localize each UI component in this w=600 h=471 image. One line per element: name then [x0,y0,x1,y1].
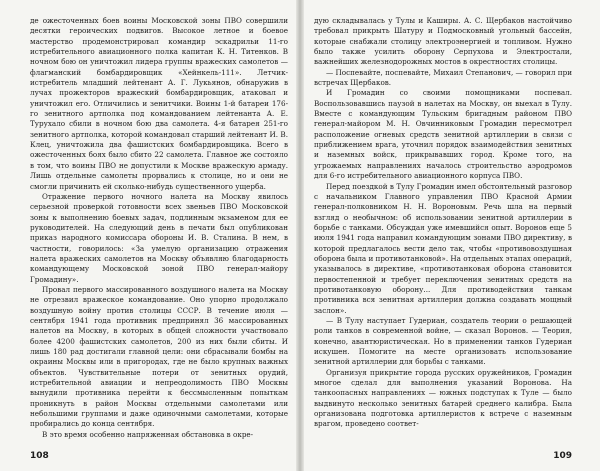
right-page-text [314,16,572,430]
paragraph: — В Тулу наступает Гудериан, создатель теории о решающей роли танков в современной войне, — сказал Воронов. — Теория, конечно, авантюристическая. Но в применении танков Гудериан искушен. Помогите на месте организовать использование зенитной артиллерии для борьбы с танками. [314,315,572,367]
paragraph: — Поспевайте, поспевайте, Михаил Степанович, — говорил при встречах Щербаков. [314,67,572,88]
page-number: 108 [30,451,49,461]
paragraph: Провал первого массированного воздушного налета на Москву не отрезвил вражеское командование. Оно упорно продолжало воздушную войну против столицы СССР. В течение июля — сентября 1941 года противник предпринял 36 массированных налетов на Москву, в которых в общей сложности участвовало более 4200 фашистских самолетов, 200 из них были сбиты. И лишь 180 рад достигали главной цели: они сбрасывали бомбы на окраины Москвы или в пригородах, где не было крупных важных объектов. Чувствительные потери от зенитных орудий, истребительной авиации и непреодолимость ПВО Москвы вынудили противника перейти к бессмысленным попыткам проникнуть в район Москвы отдельными самолетами или небольшими группами и даже одиночными самолетами, которые пробирались до конца сентября. [30,284,288,429]
paragraph: дую складывалась у Тулы и Каширы. А. С. Щербаков настойчиво требовал прикрыть Шатуру и Подмосковный угольный бассейн, которые снабжали столицу электроэнергией и топливом. Нужно было также усилить оборону Серпухова и Электростали, важнейших железнодорожных мостов в окрестностях столицы. [314,16,572,67]
paragraph: Организуя прикрытие города русских оружейников, Громадин многое сделал для выполнения указаний Воронова. На танкоопасных направлениях — южных подступах к Туле — было выдвинуто несколько зенитных батарей среднего калибра. Была организована подготовка артиллеристов к встрече с наземным врагом, проведено соответ- [314,367,572,429]
page-number: 109 [553,451,572,461]
paragraph: И Громадин со своими помощниками поспевал. Воспользовавшись паузой в налетах на Москву, он выехал в Тулу. Вместе с командующим Тульским бригадным районом ПВО генерал-майором М. Н. Овчинниковым Громадин пересмотрел расположение огневых средств зенитной артиллерии в связи с приближением врага, уточнил порядок взаимодействия зенитных и наземных войск, прикрывавших город. Кроме того, на угрожаемых направлениях началось строительство аэродромов для 6-го истребительного авиационного корпуса ПВО. [314,88,572,181]
left-page-text [30,16,288,440]
right-page [304,0,600,471]
left-page [0,0,296,471]
paragraph: де ожесточенных боев воины Московской зоны ПВО совершили десятки героических подвигов. Высокое летное и боевое мастерство продемонстрировал командир эскадрильи 11-го истребительного авиационного полка капитан К. Н. Титенков. В ночном бою он уничтожил лидера группы вражеских самолетов — флагманский бомбардировщик «Хейнкель-111». Летчик-истребитель младший лейтенант А. Г. Лукьянов, обнаружив в лучах прожекторов вражеский бомбардировщик, атаковал и уничтожил его. Отличились и зенитчики. Воины 1-й батареи 176-го зенитного артполка под командованием лейтенанта А. Е. Турухало сбили в ночном бою два самолета. 4-я батарея 251-го зенитного артполка, которой командовал старший лейтенант И. В. Клец, уничтожила два фашистских бомбардировщика. Всего в ожесточенных боях было сбито 22 самолета. Главное же состояло в том, что воины ПВО не допустили к Москве вражескую армаду. Лишь отдельные самолеты прорвались к столице, но и они не смогли причинить ей сколько-нибудь существенного ущерба. [30,16,288,191]
paragraph: В это время особенно напряженная обстановка в окре- [42,429,254,439]
book-gutter [296,0,304,471]
paragraph: Отражение первого ночного налета на Москву явилось серьезной проверкой готовности всех звеньев ПВО Московской зоны к выполнению боевых задач, подлинным экзаменом для ее руководителей. На следующий день в печати был опубликован приказ народного комиссара обороны И. В. Сталина. В нем, в частности, говорилось: «За умелую организацию отражения налета вражеских самолетов на Москву объявляю благодарность командующему Московской зоной ПВО генерал-майору Громадину». [30,191,288,284]
paragraph: Перед поездкой в Тулу Громадин имел обстоятельный разговор с начальником Главного управления ПВО Красной Армии генерал-полковником Н. Н. Вороновым. Речь шла на первый взгляд о необычном: об использовании зенитной артиллерии в борьбе с танками. Обсуждая уже имевшийся опыт. Воронов еще 5 июля 1941 года направил командующим зонами ПВО директиву, в которой предлагалось вести дело так, чтобы «противовоздушная оборона была и противотанковой». На отдельных этапах операций, указывалось в директиве, «противотанковая оборона становится первостепенной и требует переключения зенитных средств на противотанковую оборону... Для противодействия танкам противника вся зенитная артиллерия должна создавать мощный заслон». [314,181,572,315]
